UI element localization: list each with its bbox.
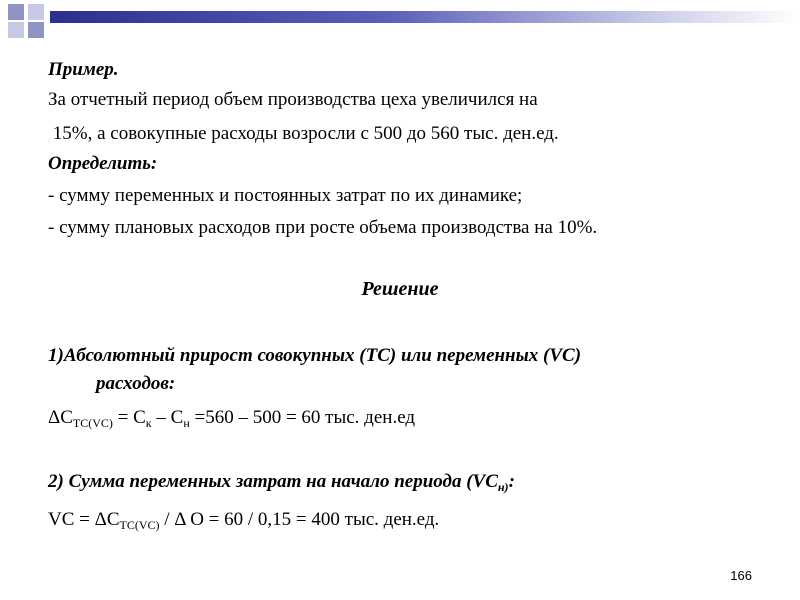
step2-title-text: 2) Сумма переменных затрат на начало периода (VC (48, 471, 498, 492)
example-label: Пример. (48, 59, 119, 80)
decor-square (8, 4, 24, 20)
formula-part: – C (151, 407, 184, 428)
decor-square (28, 4, 44, 20)
problem-line-1: За отчетный период объем производства цеха увеличился на (48, 89, 538, 110)
task-1: - сумму переменных и постоянных затрат по их динамике; (48, 185, 523, 206)
determine-label: Определить: (48, 153, 158, 174)
step2-title-end: : (508, 471, 515, 492)
step1-formula (48, 406, 415, 435)
formula-subscript: н (183, 416, 190, 430)
formula-lhs: ΔC (48, 407, 73, 428)
step2-formula (48, 508, 439, 537)
formula-subscript: н) (497, 480, 509, 494)
formula-part: = C (112, 407, 146, 428)
formula-part: =560 – 500 = 60 тыс. ден.ед (189, 407, 416, 428)
formula-subscript: TC(VC) (72, 416, 113, 430)
decor-gradient-bar (50, 11, 800, 23)
title-bar-decoration (0, 0, 800, 42)
formula-lhs: VC = ΔC (48, 509, 120, 530)
formula-subscript: к (145, 416, 152, 430)
solution-title: Решение (361, 278, 439, 300)
step1-title-line1: 1)Абсолютный прирост совокупных (ТС) или переменных (VC) (48, 345, 582, 366)
decor-square (28, 22, 44, 38)
problem-line-2: 15%, а совокупные расходы возросли с 500 до 560 тыс. ден.ед. (48, 123, 559, 144)
formula-part: / Δ O = 60 / 0,15 = 400 тыс. ден.ед. (159, 509, 440, 530)
page-number: 166 (730, 568, 752, 583)
step1-title-line2: расходов: (96, 373, 176, 394)
task-2: - сумму плановых расходов при росте объема производства на 10%. (48, 217, 598, 238)
decor-square (8, 22, 24, 38)
step2-title (48, 470, 515, 499)
formula-subscript: TC(VC) (119, 518, 160, 532)
